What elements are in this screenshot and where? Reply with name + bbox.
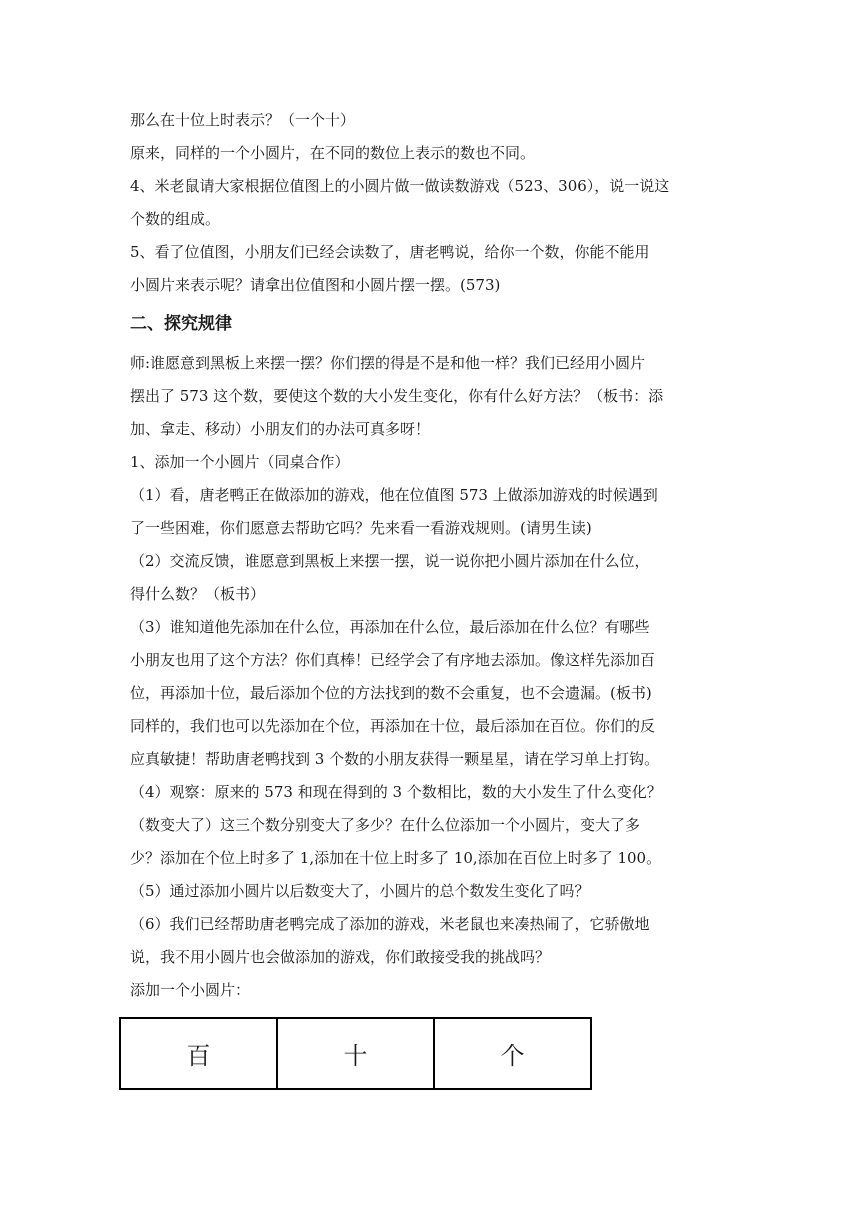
text-line: 师:谁愿意到黑板上来摆一摆？你们摆的得是不是和他一样？我们已经用小圆片 <box>130 354 646 372</box>
text-line: （1）看，唐老鸭正在做添加的游戏，他在位值图 573 上做添加游戏的时候遇到 <box>130 486 658 504</box>
text-line: （数变大了）这三个数分别变大了多少？在什么位添加一个小圆片，变大了多 <box>130 816 641 834</box>
text-line: 添加一个小圆片： <box>130 981 251 999</box>
text-line: 那么在十位上时表示？（一个十） <box>130 111 356 129</box>
text-line: 同样的，我们也可以先添加在个位，再添加在十位，最后添加在百位。你们的反 <box>130 717 656 735</box>
hundreds-cell: 百 <box>120 1018 277 1089</box>
text-line: （6）我们已经帮助唐老鸭完成了添加的游戏，米老鼠也来凑热闹了，它骄傲地 <box>130 915 650 933</box>
text-line: 说，我不用小圆片也会做添加的游戏，你们敢接受我的挑战吗？ <box>130 948 551 966</box>
tens-cell: 十 <box>277 1018 434 1089</box>
document-page <box>130 104 750 1090</box>
section-explore <box>130 347 750 1007</box>
section-heading: 二、探究规律 <box>130 314 232 334</box>
ones-cell: 个 <box>434 1018 591 1089</box>
text-line: 少？添加在个位上时多了 1,添加在十位上时多了 10,添加在百位上时多了 100。 <box>130 849 662 867</box>
text-line: 了一些困难，你们愿意去帮助它吗？先来看一看游戏规则。(请男生读) <box>130 519 592 537</box>
text-line: 4、米老鼠请大家根据位值图上的小圆片做一做读数游戏（523、306），说一说这 <box>130 177 670 195</box>
spacer <box>130 1007 750 1013</box>
text-line: 位，再添加十位，最后添加个位的方法找到的数不会重复，也不会遗漏。(板书) <box>130 684 652 702</box>
text-line: 小朋友也用了这个方法？你们真棒！已经学会了有序地去添加。像这样先添加百 <box>130 651 656 669</box>
text-line: （5）通过添加小圆片以后数变大了，小圆片的总个数发生变化了吗？ <box>130 882 590 900</box>
text-line: 1、添加一个小圆片（同桌合作） <box>130 453 350 471</box>
text-line: 个数的组成。 <box>130 210 221 228</box>
text-line: 得什么数？（板书） <box>130 585 266 603</box>
table-row <box>120 1018 591 1089</box>
text-line: 加、拿走、移动）小朋友们的办法可真多呀！ <box>130 420 431 438</box>
text-line: 原来，同样的一个小圆片，在不同的数位上表示的数也不同。 <box>130 144 536 162</box>
text-line: （4）观察：原来的 573 和现在得到的 3 个数相比，数的大小发生了什么变化？ <box>130 783 662 801</box>
place-value-table <box>119 1017 592 1090</box>
text-line: 小圆片来表示呢？请拿出位值图和小圆片摆一摆。(573) <box>130 276 501 294</box>
section-intro <box>130 104 750 302</box>
text-line: 摆出了 573 这个数，要使这个数的大小发生变化，你有什么好方法？（板书：添 <box>130 387 664 405</box>
text-line: 应真敏捷！帮助唐老鸭找到 3 个数的小朋友获得一颗星星，请在学习单上打钩。 <box>130 750 660 768</box>
text-line: （2）交流反馈，谁愿意到黑板上来摆一摆，说一说你把小圆片添加在什么位， <box>130 552 650 570</box>
text-line: （3）谁知道他先添加在什么位，再添加在什么位，最后添加在什么位？有哪些 <box>130 618 650 636</box>
text-line: 5、看了位值图，小朋友们已经会读数了，唐老鸭说，给你一个数，你能不能用 <box>130 243 650 261</box>
